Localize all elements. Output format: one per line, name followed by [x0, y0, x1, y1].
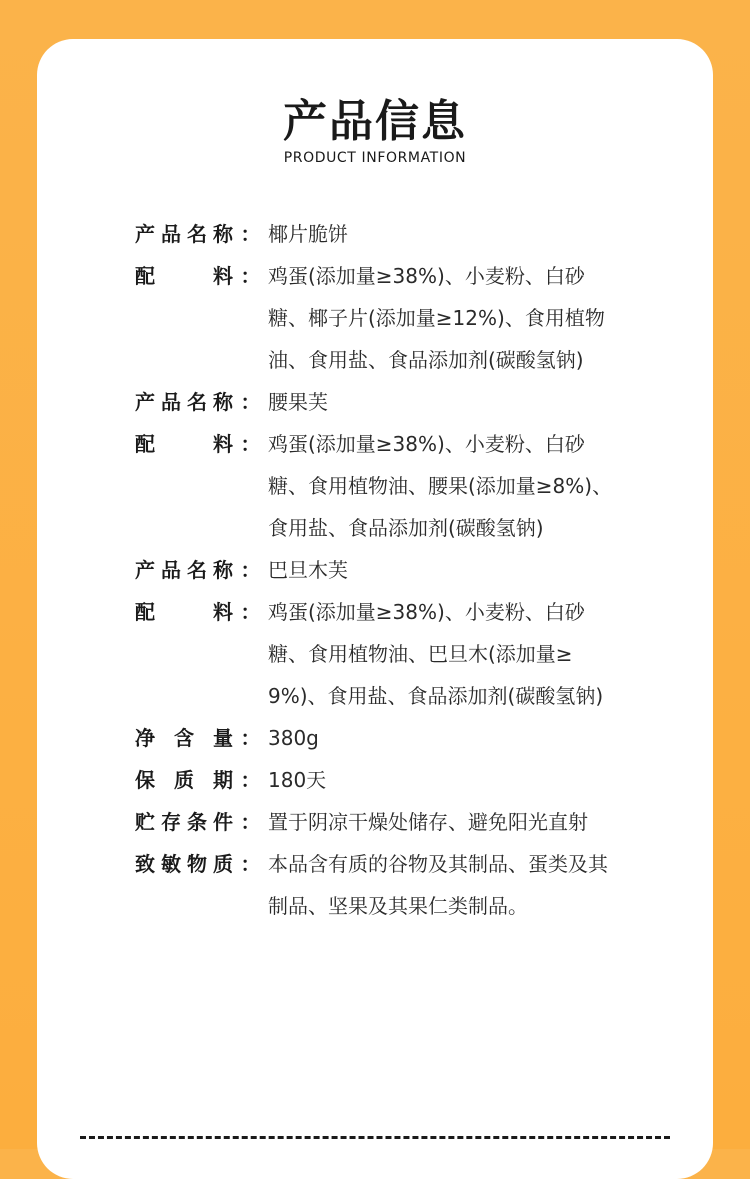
field-colon: ： — [240, 768, 261, 792]
info-row — [135, 843, 635, 927]
field-label: 致 敏 物 质 — [135, 852, 233, 876]
field-label: 净 含 量 — [135, 726, 233, 750]
field-colon: ： — [240, 600, 261, 624]
dashed-divider — [80, 1136, 670, 1139]
field-colon: ： — [240, 432, 261, 456]
field-colon: ： — [240, 810, 261, 834]
field-colon: ： — [240, 558, 261, 582]
field-value: 椰片脆饼 — [268, 222, 348, 246]
field-label: 配 料 — [135, 600, 233, 624]
info-row — [135, 759, 635, 801]
field-colon: ： — [240, 390, 261, 414]
info-row — [135, 213, 635, 255]
field-label: 配 料 — [135, 264, 233, 288]
page-subtitle: PRODUCT INFORMATION — [283, 150, 467, 166]
info-row — [135, 423, 635, 549]
field-label: 保 质 期 — [135, 768, 233, 792]
field-value: 鸡蛋(添加量≥38%)、小麦粉、白砂糖、食用植物油、巴旦木(添加量≥9%)、食用盐、食品添加剂(碳酸氢钠) — [268, 600, 604, 708]
field-colon: ： — [240, 726, 261, 750]
field-value: 置于阴凉干燥处储存、避免阳光直射 — [268, 810, 588, 834]
info-row — [135, 381, 635, 423]
field-value: 本品含有质的谷物及其制品、蛋类及其制品、坚果及其果仁类制品。 — [268, 852, 608, 918]
product-info-list — [135, 213, 635, 927]
field-label: 配 料 — [135, 432, 233, 456]
field-colon: ： — [240, 222, 261, 246]
info-row — [135, 717, 635, 759]
info-row — [135, 549, 635, 591]
field-value: 巴旦木芙 — [268, 558, 348, 582]
field-value: 鸡蛋(添加量≥38%)、小麦粉、白砂糖、椰子片(添加量≥12%)、食用植物油、食用盐、食品添加剂(碳酸氢钠) — [268, 264, 605, 372]
info-row — [135, 801, 635, 843]
field-value: 180天 — [268, 768, 327, 792]
field-value: 380g — [268, 726, 319, 750]
field-label: 产 品 名 称 — [135, 390, 233, 414]
field-colon: ： — [240, 852, 261, 876]
field-label: 贮 存 条 件 — [135, 810, 233, 834]
page-title: 产品信息 — [283, 96, 467, 147]
info-row — [135, 591, 635, 717]
field-value: 鸡蛋(添加量≥38%)、小麦粉、白砂糖、食用植物油、腰果(添加量≥8%)、食用盐、食品添加剂(碳酸氢钠) — [268, 432, 613, 540]
field-label: 产 品 名 称 — [135, 558, 233, 582]
info-row — [135, 255, 635, 381]
field-label: 产 品 名 称 — [135, 222, 233, 246]
field-colon: ： — [240, 264, 261, 288]
field-value: 腰果芙 — [268, 390, 328, 414]
